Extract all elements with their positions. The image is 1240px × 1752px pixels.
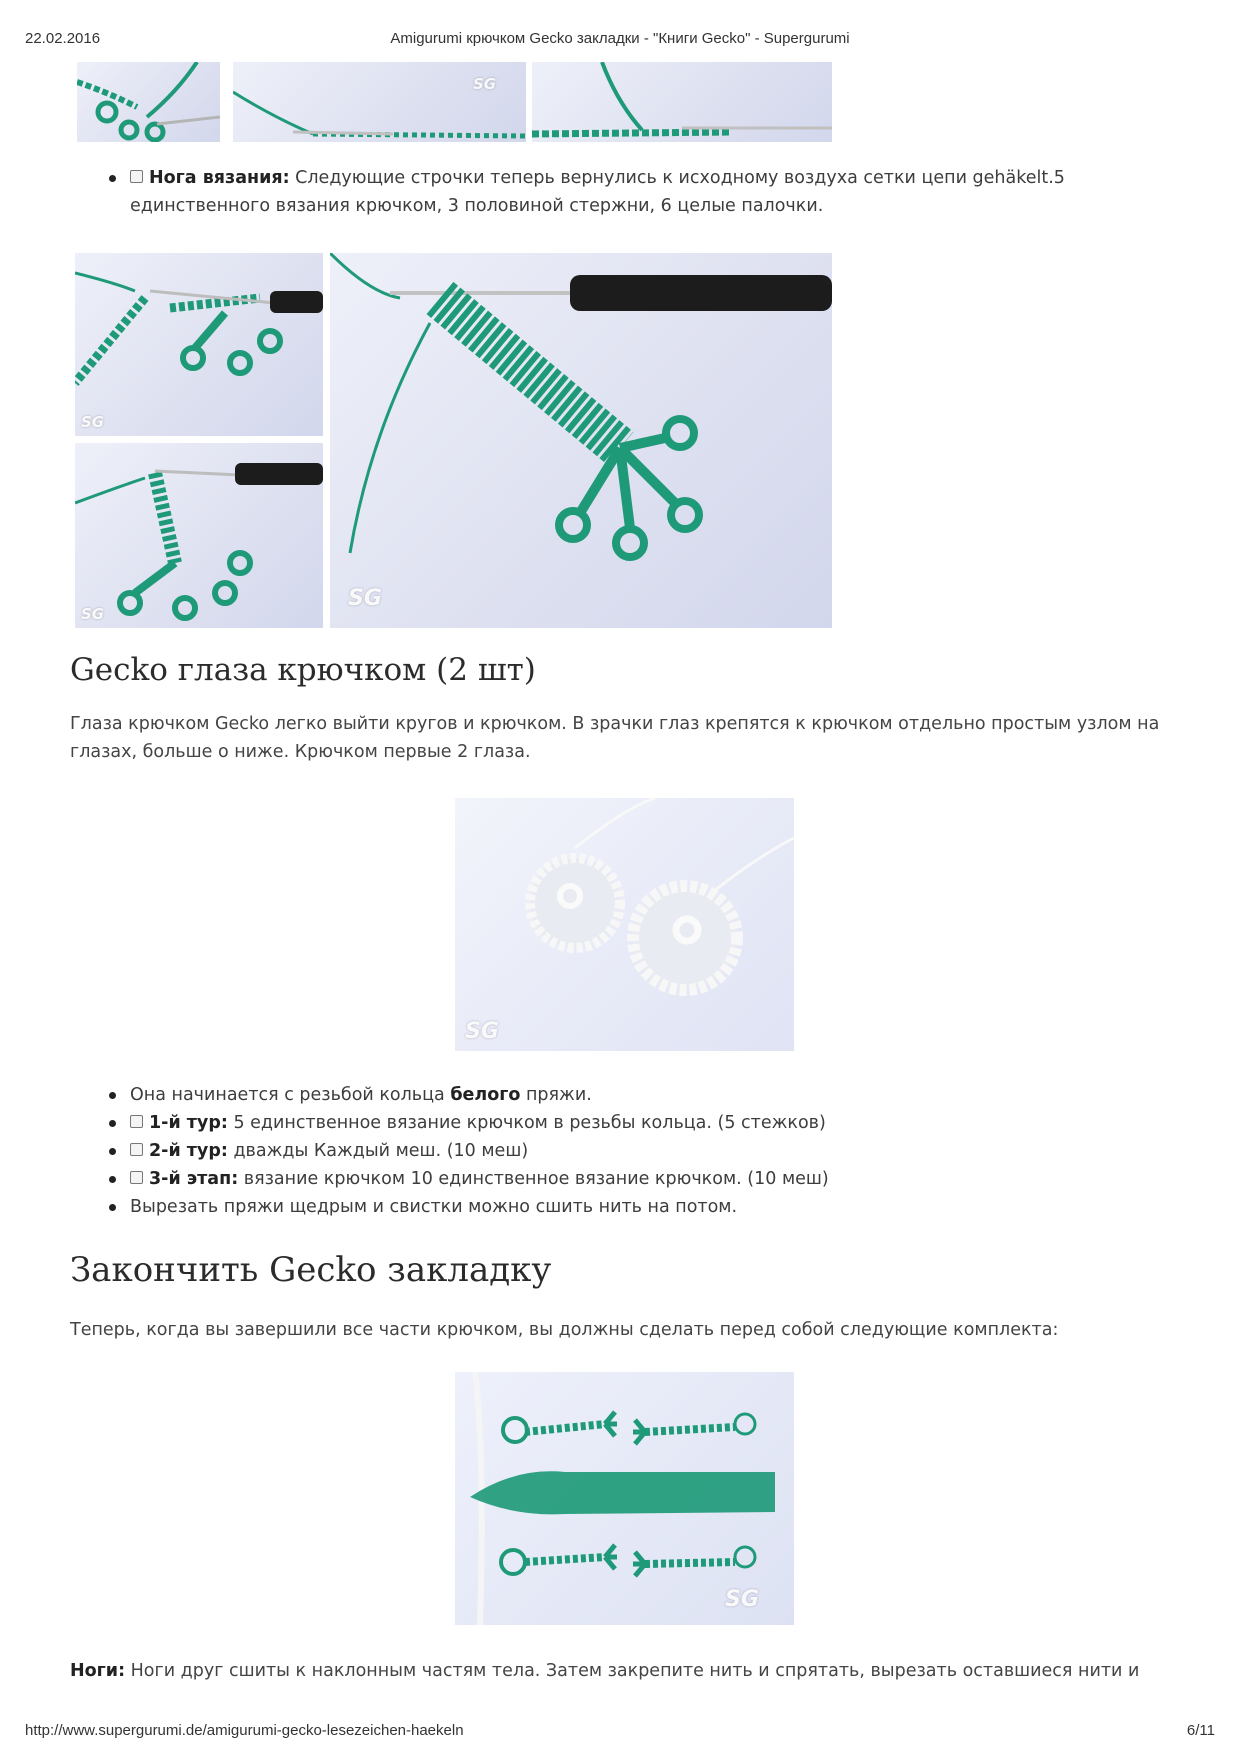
step-text: дважды Каждый меш. (10 меш) xyxy=(227,1141,529,1161)
list-item xyxy=(106,1109,1086,1137)
photo-leg-3-drawing xyxy=(330,253,832,628)
step-checkbox[interactable] xyxy=(130,1115,143,1128)
photo-watermark: SG xyxy=(348,586,382,611)
step-label: 2-й тур: xyxy=(149,1141,228,1161)
list-item xyxy=(106,1165,1086,1193)
list-item xyxy=(106,1193,1086,1221)
step-text: Следующие строчки теперь вернулись к исходному воздуха сетки цепи gehäkelt.5 единственного вязания крючком, 3 половиной стержни, 6 целые палочки. xyxy=(130,168,1065,216)
photo-top-1-drawing xyxy=(77,62,220,142)
photo-watermark: SG xyxy=(465,1019,499,1044)
list-item xyxy=(106,1137,1086,1165)
legs-label: Ноги: xyxy=(70,1661,126,1681)
finish-intro: Теперь, когда вы завершили все части крючком, вы должны сделать перед собой следующие комплекта: xyxy=(70,1320,1059,1340)
step-checkbox[interactable] xyxy=(130,1143,143,1156)
leg-step-list xyxy=(106,164,1086,220)
eyes-intro: Глаза крючком Gecko легко выйти кругов и крючком. В зрачки глаз крепятся к крючком отдельно простым узлом на глазах, больше о ниже. Крючком первые 2 глаза. xyxy=(70,714,1160,762)
photo-leg-1-drawing xyxy=(75,253,323,436)
photo-top-1 xyxy=(77,62,220,142)
photo-watermark: SG xyxy=(81,413,105,431)
photo-leg-1 xyxy=(75,253,323,436)
print-footer xyxy=(0,1722,1240,1742)
photo-top-2 xyxy=(233,62,526,142)
print-url[interactable]: http://www.supergurumi.de/amigurumi-gecko-lesezeichen-haekeln xyxy=(25,1722,464,1739)
print-date: 22.02.2016 xyxy=(25,30,101,47)
list-item xyxy=(106,164,1086,220)
eyes-steps-list xyxy=(106,1081,1086,1221)
legs-paragraph xyxy=(70,1657,1170,1685)
step-checkbox[interactable] xyxy=(130,170,143,183)
legs-text: Ноги друг сшиты к наклонным частям тела. Затем закрепите нить и спрятать, вырезать оставшиеся нити и xyxy=(125,1661,1140,1681)
photo-watermark: SG xyxy=(473,75,497,93)
print-page-number: 6/11 xyxy=(1186,1722,1215,1739)
photo-top-3 xyxy=(532,62,832,142)
print-title: Amigurumi крючком Gecko закладки - "Книги Gecko" - Supergurumi xyxy=(390,30,850,47)
photo-parts xyxy=(455,1372,794,1625)
photo-top-2-drawing xyxy=(233,62,526,142)
step-bold: белого xyxy=(450,1085,521,1105)
photo-leg-2-drawing xyxy=(75,443,323,628)
photo-top-3-drawing xyxy=(532,62,832,142)
step-text: вязание крючком 10 единственное вязание крючком. (10 меш) xyxy=(238,1169,829,1189)
photo-eyes-drawing xyxy=(455,798,794,1051)
print-header xyxy=(0,30,1240,50)
photo-eyes xyxy=(455,798,794,1051)
photo-watermark: SG xyxy=(81,605,105,623)
section-heading-finish: Закончить Gecko закладку xyxy=(70,1250,552,1290)
section-heading-eyes: Gecko глаза крючком (2 шт) xyxy=(70,652,536,688)
step-text: Вырезать пряжи щедрым и свистки можно сшить нить на потом. xyxy=(130,1197,738,1217)
step-label: Нога вязания: xyxy=(149,168,290,188)
photo-watermark: SG xyxy=(725,1587,759,1612)
photo-leg-3 xyxy=(330,253,832,628)
step-checkbox[interactable] xyxy=(130,1171,143,1184)
step-text: 5 единственное вязание крючком в резьбы кольца. (5 стежков) xyxy=(227,1113,826,1133)
photo-leg-2 xyxy=(75,443,323,628)
step-label: 3-й этап: xyxy=(149,1169,239,1189)
step-label: 1-й тур: xyxy=(149,1113,228,1133)
list-item xyxy=(106,1081,1086,1109)
step-text: Она начинается с резьбой кольца xyxy=(130,1085,451,1105)
step-text-end: пряжи. xyxy=(520,1085,592,1105)
